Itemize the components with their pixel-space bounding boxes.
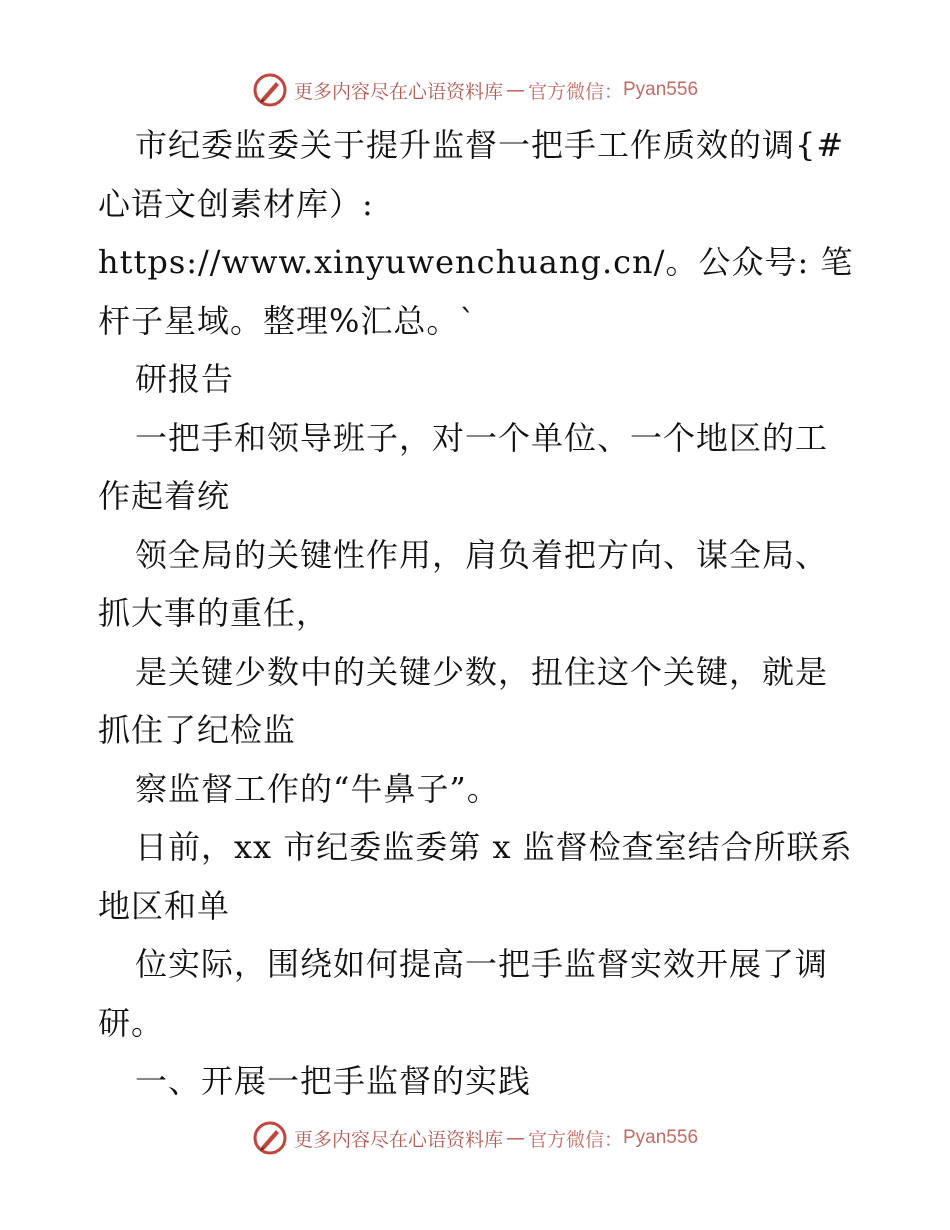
banner-text: 更多内容尽在心语资料库 <box>293 1128 503 1151</box>
banner-wechat-id: Pyan556 <box>623 79 699 100</box>
pen-logo-icon <box>252 1120 288 1156</box>
document-body <box>98 116 858 1111</box>
paragraph: 研报告 <box>135 360 235 398</box>
banner-text: 更多内容尽在心语资料库 <box>293 80 503 103</box>
paragraph: 市纪委监委关于提升监督一把手工作质效的调{#心语文创素材库）: https://www.xinyuwenchuang.cn/。公众号: 笔杆子星域。整理%汇总。` <box>98 126 854 340</box>
section-heading: 一、开展一把手监督的实践 <box>135 1062 532 1100</box>
footer-watermark-banner <box>0 1118 950 1158</box>
banner-wechat-label: 官方微信： <box>527 1128 623 1151</box>
header-watermark-banner <box>0 70 950 110</box>
paragraph: 是关键少数中的关键少数，扭住这个关键，就是抓住了纪检监 <box>98 652 829 749</box>
banner-wechat-id: Pyan556 <box>623 1127 699 1148</box>
pen-logo-icon <box>252 72 288 108</box>
paragraph: 一把手和领导班子，对一个单位、一个地区的工作起着统 <box>98 418 829 515</box>
paragraph: 日前，xx 市纪委监委第 x 监督检查室结合所联系地区和单 <box>98 828 853 925</box>
paragraph: 领全局的关键性作用，肩负着把方向、谋全局、抓大事的重任， <box>98 535 829 632</box>
banner-wechat-label: 官方微信： <box>527 80 623 103</box>
paragraph: 察监督工作的“牛鼻子”。 <box>135 769 500 808</box>
banner-separator: — <box>505 1127 525 1149</box>
paragraph: 位实际，围绕如何提高一把手监督实效开展了调研。 <box>98 945 829 1042</box>
banner-separator: — <box>505 79 525 101</box>
